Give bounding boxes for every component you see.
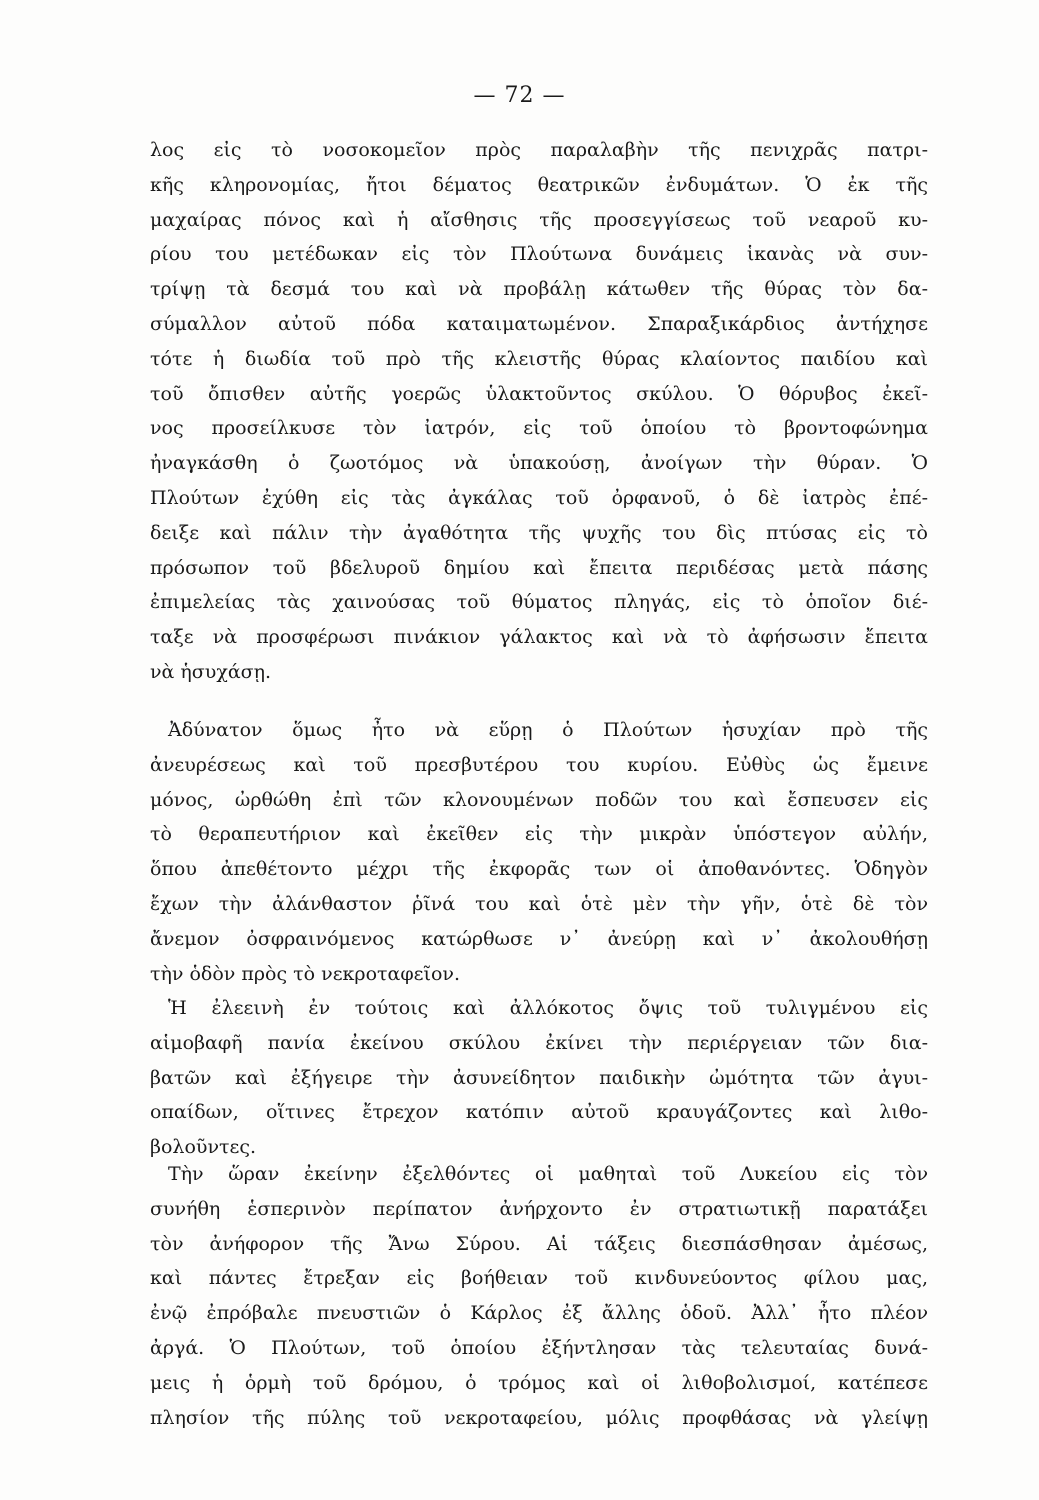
text-line: βατῶν καὶ ἐξήγειρε τὴν ἀσυνείδητον παιδικὴν ὠμότητα τῶν ἀγυι- xyxy=(150,1066,928,1089)
text-line: τότε ἡ διωδία τοῦ πρὸ τῆς κλειστῆς θύρας κλαίοντος παιδίου καὶ xyxy=(150,347,928,370)
text-line: σύμαλλον αὐτοῦ πόδα καταιματωμένον. Σπαραξικάρδιος ἀντήχησε xyxy=(150,312,928,335)
text-line: κῆς κληρονομίας, ἤτοι δέματος θεατρικῶν ἐνδυμάτων. Ὁ ἐκ τῆς xyxy=(150,173,928,196)
text-line: Τὴν ὥραν ἐκείνην ἐξελθόντες οἱ μαθηταὶ τοῦ Λυκείου εἰς τὸν xyxy=(168,1163,928,1185)
text-line: ὅπου ἀπεθέτοντο μέχρι τῆς ἐκφορᾶς των οἱ ἀποθανόντες. Ὁδηγὸν xyxy=(150,858,928,881)
text-line: νὰ ἡσυχάσῃ. xyxy=(150,660,272,683)
text-line: ἐπιμελείας τὰς χαινούσας τοῦ θύματος πληγάς, εἰς τὸ ὁποῖον διέ- xyxy=(150,591,928,614)
text-line: ἠναγκάσθη ὁ ζωοτόμος νὰ ὑπακούσῃ, ἀνοίγων τὴν θύραν. Ὁ xyxy=(150,452,928,475)
text-line: καὶ πάντες ἔτρεξαν εἰς βοήθειαν τοῦ κινδυνεύοντος φίλου μας, xyxy=(150,1267,928,1290)
text-line: μόνος, ὠρθώθη ἐπὶ τῶν κλονουμένων ποδῶν του καὶ ἔσπευσεν εἰς xyxy=(150,788,928,811)
paragraph-4 xyxy=(150,1157,928,1435)
text-line: λος εἰς τὸ νοσοκομεῖον πρὸς παραλαβὴν τῆς πενιχρᾶς πατρι- xyxy=(150,139,928,161)
page-number: — 72 — xyxy=(473,83,566,108)
text-line: ἀργά. Ὁ Πλούτων, τοῦ ὁποίου ἐξήντλησαν τὰς τελευταίας δυνά- xyxy=(150,1336,928,1359)
text-line: μαχαίρας πόνος καὶ ἡ αἴσθησις τῆς προσεγγίσεως τοῦ νεαροῦ κυ- xyxy=(150,208,928,231)
text-line: ἀνευρέσεως καὶ τοῦ πρεσβυτέρου του κυρίου. Εὐθὺς ὡς ἔμεινε xyxy=(150,753,928,776)
text-line: τοῦ ὄπισθεν αὐτῆς γοερῶς ὑλακτοῦντος σκύλου. Ὁ θόρυβος ἐκεῖ- xyxy=(150,382,928,405)
text-line: τὴν ὁδὸν πρὸς τὸ νεκροταφεῖον. xyxy=(150,962,461,985)
text-line: τρίψῃ τὰ δεσμά του καὶ νὰ προβάλῃ κάτωθεν τῆς θύρας τὸν δα- xyxy=(150,278,928,301)
text-line: νος προσείλκυσε τὸν ἰατρόν, εἰς τοῦ ὁποίου τὸ βροντοφώνημα xyxy=(150,417,928,440)
text-line: βολοῦντες. xyxy=(150,1136,257,1159)
text-line: ἐνῷ ἐπρόβαλε πνευστιῶν ὁ Κάρλος ἐξ ἄλλης ὁδοῦ. Ἀλλ᾽ ἦτο πλέον xyxy=(150,1302,928,1325)
text-line: μεις ἡ ὁρμὴ τοῦ δρόμου, ὁ τρόμος καὶ οἱ λιθοβολισμοί, κατέπεσε xyxy=(150,1371,928,1394)
text-line: αἱμοβαφῆ πανία ἐκείνου σκύλου ἐκίνει τὴν περιέργειαν τῶν δια- xyxy=(150,1031,928,1054)
text-line: ἔχων τὴν ἀλάνθαστον ῥῖνά του καὶ ὁτὲ μὲν τὴν γῆν, ὁτὲ δὲ τὸν xyxy=(150,892,928,915)
paragraph-1 xyxy=(150,133,928,690)
text-line: Ἡ ἐλεεινὴ ἐν τούτοις καὶ ἀλλόκοτος ὄψις τοῦ τυλιγμένου εἰς xyxy=(168,997,928,1019)
text-line: Ἀδύνατον ὅμως ἦτο νὰ εὕρῃ ὁ Πλούτων ἡσυχίαν πρὸ τῆς xyxy=(168,719,928,741)
text-line: δειξε καὶ πάλιν τὴν ἀγαθότητα τῆς ψυχῆς του δὶς πτύσας εἰς τὸ xyxy=(150,521,928,544)
paragraph-2 xyxy=(150,713,928,991)
text-line: οπαίδων, οἵτινες ἔτρεχον κατόπιν αὐτοῦ κραυγάζοντες καὶ λιθο- xyxy=(150,1101,928,1124)
text-line: ταξε νὰ προσφέρωσι πινάκιον γάλακτος καὶ νὰ τὸ ἀφήσωσιν ἔπειτα xyxy=(150,626,928,649)
text-line: ρίου του μετέδωκαν εἰς τὸν Πλούτωνα δυνάμεις ἱκανὰς νὰ συν- xyxy=(150,243,928,266)
paragraph-3 xyxy=(150,991,928,1165)
text-line: τὸ θεραπευτήριον καὶ ἐκεῖθεν εἰς τὴν μικρὰν ὑπόστεγον αὐλήν, xyxy=(150,823,928,846)
text-line: συνήθη ἑσπερινὸν περίπατον ἀνήρχοντο ἐν στρατιωτικῇ παρατάξει xyxy=(150,1197,928,1220)
text-line: τὸν ἀνήφορον τῆς Ἄνω Σύρου. Αἱ τάξεις διεσπάσθησαν ἀμέσως, xyxy=(150,1232,928,1255)
text-line: πλησίον τῆς πύλης τοῦ νεκροταφείου, μόλις προφθάσας νὰ γλείψῃ xyxy=(150,1406,928,1429)
text-line: ἄνεμον ὀσφραινόμενος κατώρθωσε ν᾽ ἀνεύρῃ καὶ ν᾽ ἀκολουθήσῃ xyxy=(150,927,928,950)
text-line: Πλούτων ἐχύθη εἰς τὰς ἀγκάλας τοῦ ὀρφανοῦ, ὁ δὲ ἰατρὸς ἐπέ- xyxy=(150,486,928,509)
text-line: πρόσωπον τοῦ βδελυροῦ δημίου καὶ ἔπειτα περιδέσας μετὰ πάσης xyxy=(150,556,928,579)
